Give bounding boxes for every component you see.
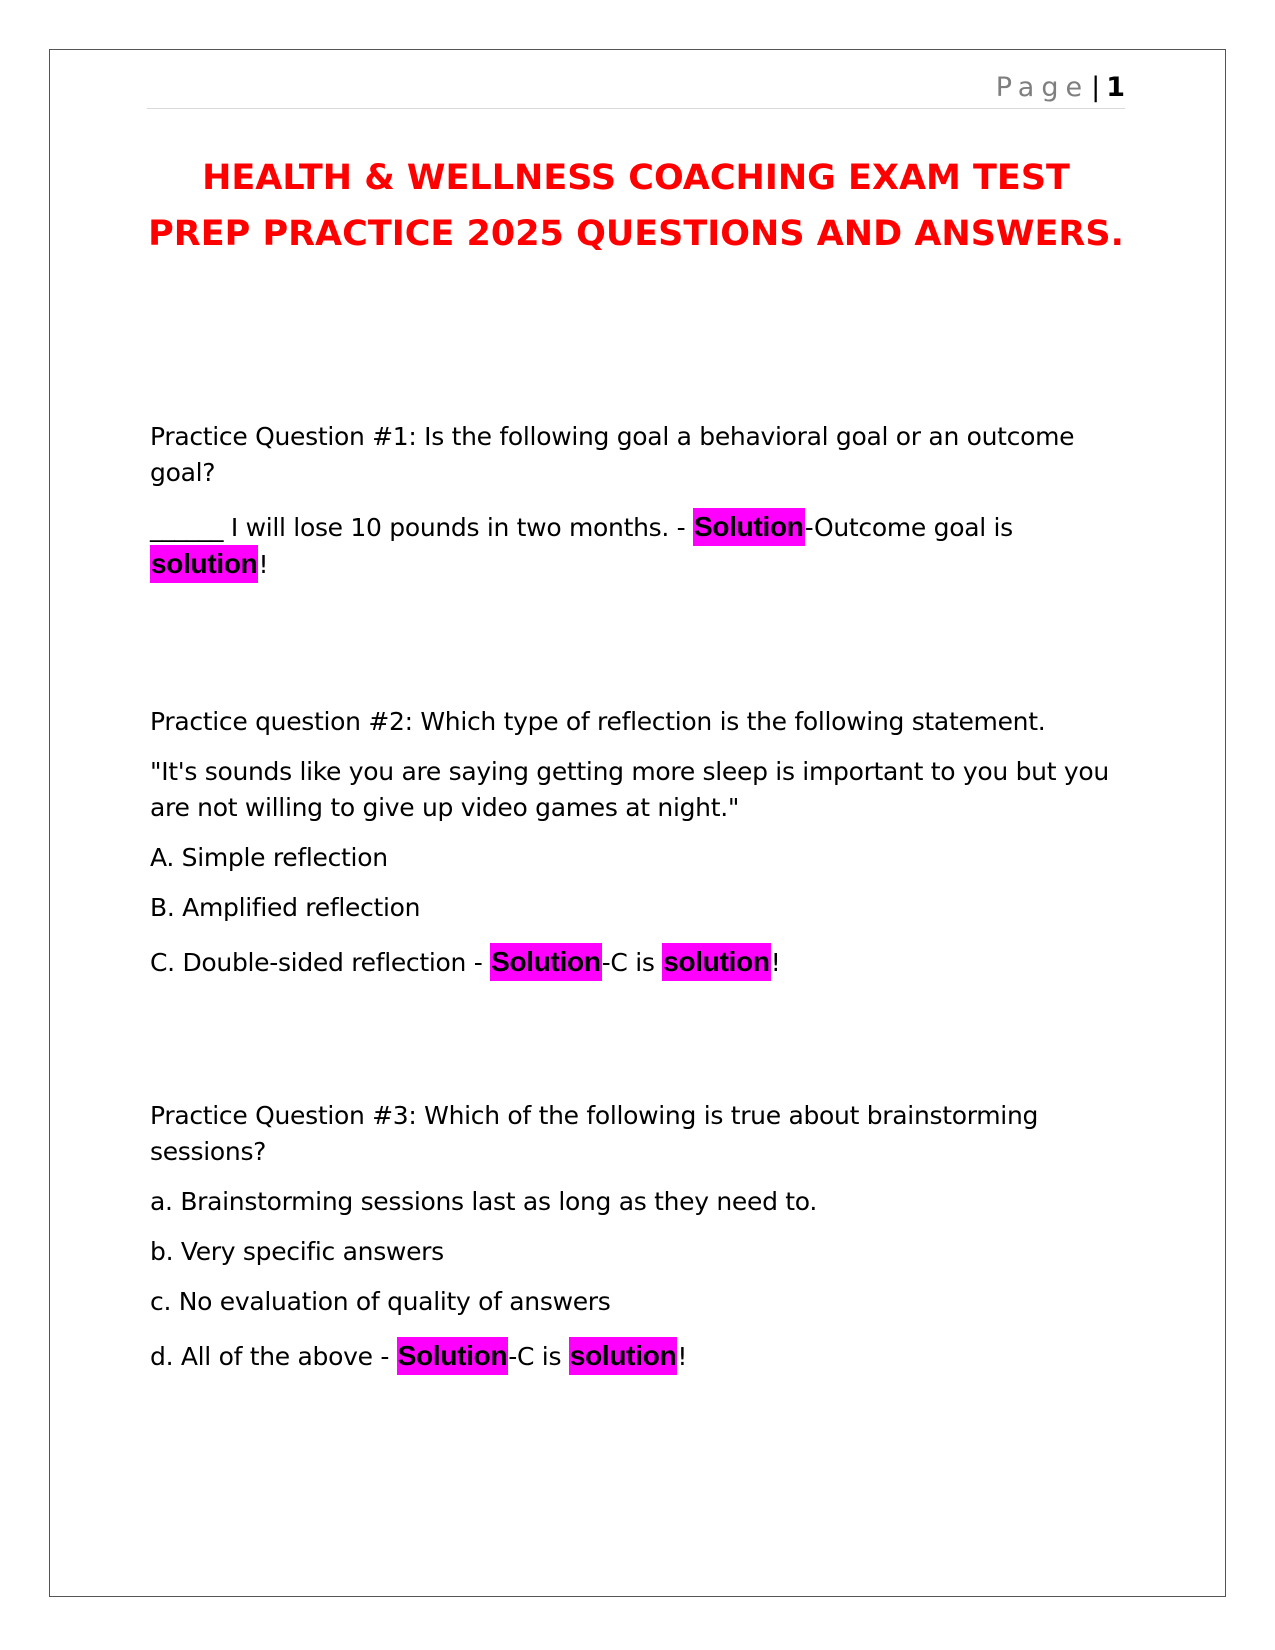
answer-text: -C is (601, 948, 663, 977)
answer-text: -C is (508, 1342, 569, 1371)
question-2-answer (150, 944, 1125, 981)
question-3-block (150, 1098, 1125, 1375)
question-1-answer (150, 509, 1125, 583)
question-3-text: Practice Question #3: Which of the following is true about brainstorming sessions? (150, 1101, 1039, 1166)
solution-highlight: solution (662, 943, 770, 981)
answer-prefix: ______ I will lose 10 pounds in two months. - (150, 513, 693, 542)
question-1-text: Practice Question #1: Is the following goal a behavioral goal or an outcome goal? (150, 422, 1075, 487)
solution-highlight: Solution (693, 508, 805, 546)
document-title: HEALTH & WELLNESS COACHING EXAM TEST PREP PRACTICE 2025 QUESTIONS AND ANSWERS. (148, 158, 1124, 254)
answer-prefix: d. All of the above - (150, 1342, 397, 1371)
answer-suffix: ! (677, 1342, 688, 1371)
page-separator: | (1091, 72, 1101, 103)
answer-suffix: ! (770, 948, 781, 977)
answer-text: -Outcome goal is (804, 513, 1013, 542)
solution-highlight: solution (150, 545, 258, 583)
answer-suffix: ! (258, 550, 269, 579)
page-label: Page (995, 72, 1090, 103)
question-2-quote: "It's sounds like you are saying getting more sleep is important to you but you are not willing to give up video games at night." (150, 757, 1109, 822)
solution-highlight: solution (569, 1337, 677, 1375)
option-b: B. Amplified reflection (150, 893, 421, 922)
option-a: A. Simple reflection (150, 843, 388, 872)
answer-prefix: C. Double-sided reflection - (150, 948, 491, 977)
question-2-text: Practice question #2: Which type of reflection is the following statement. (150, 707, 1046, 736)
solution-highlight: Solution (397, 1337, 509, 1375)
option-b: b. Very specific answers (150, 1237, 444, 1266)
question-1-block (150, 419, 1125, 583)
option-c: c. No evaluation of quality of answers (150, 1287, 611, 1316)
solution-highlight: Solution (490, 943, 602, 981)
option-a: a. Brainstorming sessions last as long as they need to. (150, 1187, 818, 1216)
page-number: 1 (1106, 72, 1125, 103)
question-3-answer (150, 1338, 1125, 1375)
question-2-block (150, 704, 1125, 981)
page-header (147, 72, 1125, 109)
